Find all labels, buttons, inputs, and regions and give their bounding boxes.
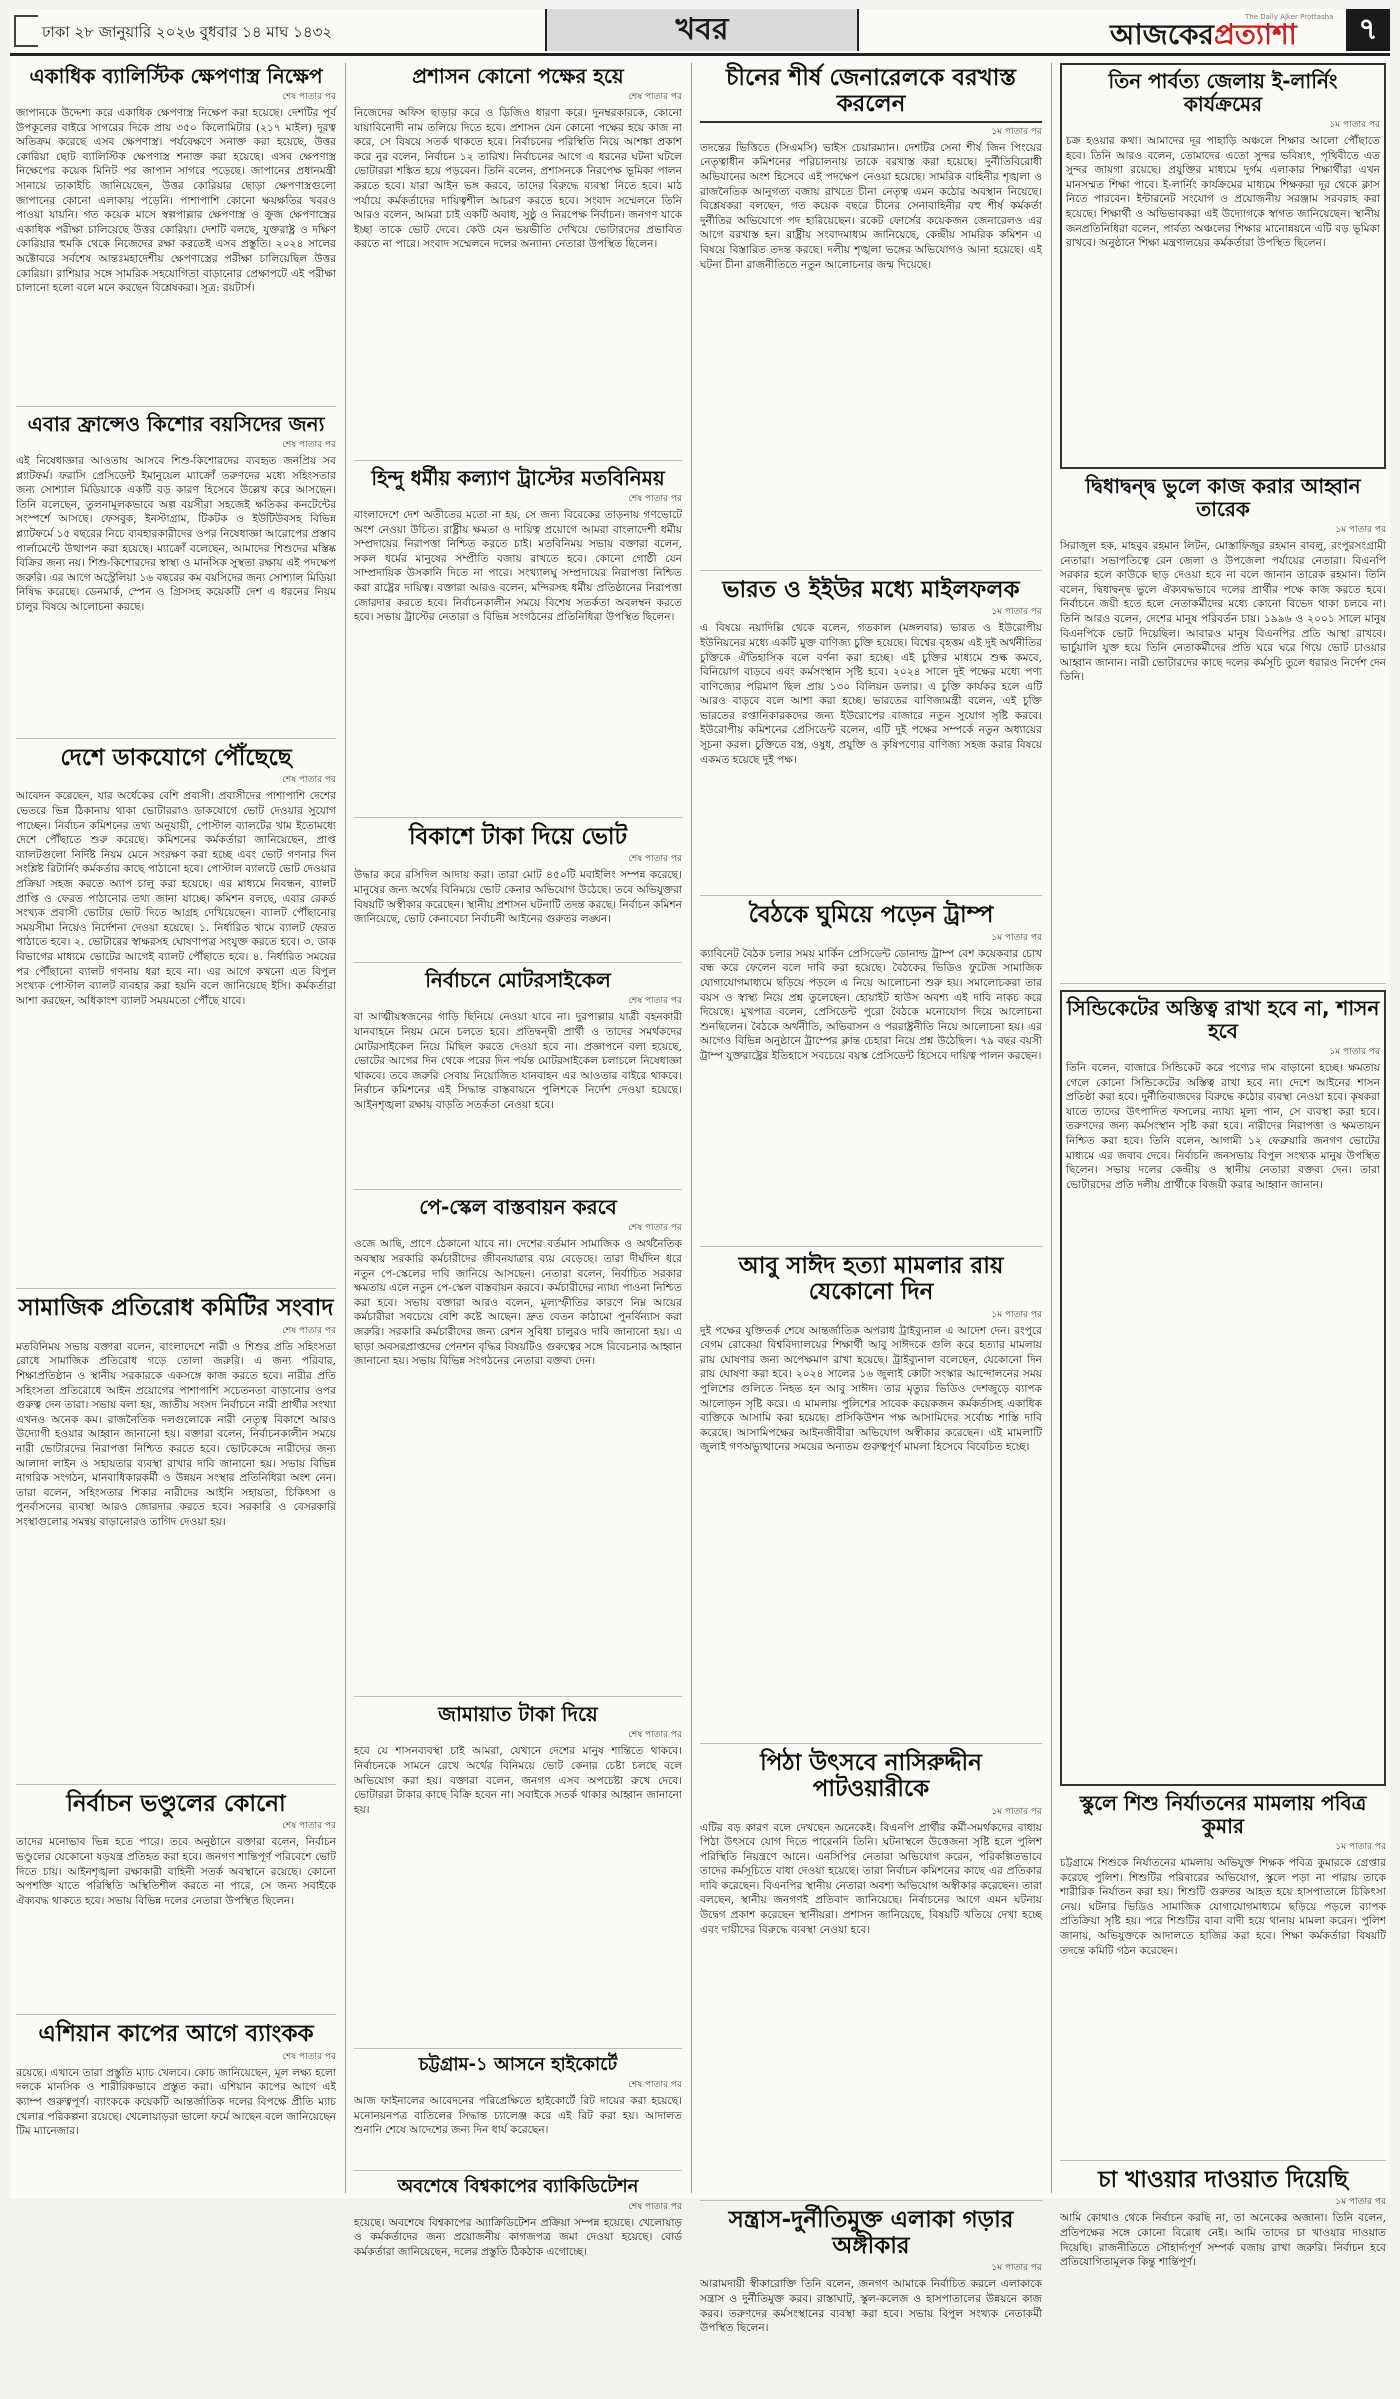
article-continued: ১ম পাতার পর <box>1066 1044 1380 1059</box>
article-body: আমি কোথাও থেকে নির্বাচন করছি না, তা অনেকের অজানা। তিনি বলেন, প্রতিপক্ষের সঙ্গে কোনো বিরোধ নেই। আমি তাদের চা খাওয়ার দাওয়াত দিয়েছি। রাজনীতিতে সৌহার্দ্যপূর্ণ সম্পর্ক বজায় রাখা জরুরি। নির্বাচন হবে প্রতিযোগিতামূলক কিন্তু শান্তিপূর্ণ। <box>1060 2211 1386 2341</box>
article-body: তাদের মনোভাব ভিন্ন হতে পারে। তবে অনুষ্ঠানে বক্তারা বলেন, নির্বাচন ভণ্ডুলের যেকোনো ষড়যন্ত্র প্রতিহত করা হবে। জনগণ শান্তিপূর্ণ পরিবেশে ভোট দিতে চায়। আইনশৃঙ্খলা রক্ষাকারী বাহিনী সতর্ক অবস্থানে রয়েছে। কোনো অপশক্তি যাতে পরিস্থিতি অস্থিতিশীল করতে না পারে, সে জন্য সবাইকে ঐক্যবদ্ধ থাকতে হবে। সভায় বিভিন্ন দলের নেতারা উপস্থিত ছিলেন। <box>16 1835 336 2010</box>
logo-tagline: The Daily Ajker Prottasha <box>1245 13 1333 21</box>
article-continued: শেষ পাতার পর <box>354 993 682 1008</box>
article <box>354 969 682 1190</box>
article <box>1060 475 1386 984</box>
article <box>16 745 336 1289</box>
article-body: হবে যে শাসনব্যবস্থা চাই আমরা, যেখানে দেশের মানুষ শান্তিতে থাকবে। নির্বাচনকে সামনে রেখে অর্থের বিনিময়ে ভোট কেনার চেষ্টা চলছে বলে অভিযোগ করা হয়। বক্তারা বলেন, জনগণ এসব অপচেষ্টা রুখে দেবে। ভোটাররা টাকার কাছে বিক্রি হবেন না। সবাইকে সতর্ক থাকার আহ্বান জানানো হয়। <box>354 1744 682 2044</box>
article-headline: স্কুলে শিশু নির্যাতনের মামলায় পবিত্র কুমার <box>1060 1792 1386 1838</box>
article-continued: ১ম পাতার পর <box>700 1307 1042 1322</box>
article-continued: ১ম পাতার পর <box>700 124 1042 139</box>
article <box>700 2207 1042 2399</box>
article-continued: ১ম পাতার পর <box>1060 522 1386 537</box>
column-rule <box>345 63 346 2193</box>
article-headline: সন্ত্রাস-দুর্নীতিমুক্ত এলাকা গড়ার অঙ্গীকার <box>700 2207 1042 2260</box>
article-body: জাপানকে উদ্দেশ্য করে একাধিক ক্ষেপণাস্ত্র নিক্ষেপ করা হয়েছে। দেশটির পূর্ব উপকূলের বাইরে সাগরের দিকে প্রায় ৩৫০ কিলোমিটার (২১৭ মাইল) দূরত্ব অতিক্রম করেছে এসব ক্ষেপণাস্ত্র। পর্যবেক্ষণে সনাক্ত করা হয়েছে, উত্তর কোরিয়া ছোট ব্যালিস্টিক ক্ষেপণাস্ত্র শনাক্ত করা হয়েছে। এসব ক্ষেপণাস্ত্র নিক্ষেপের কয়েক মিনিট পর জাপান সাগরে পড়েছে। জাপানের প্রধানমন্ত্রী সানায়ে তাকাইচি জানিয়েছেন, উত্তর কোরিয়ার ছোড়া ক্ষেপণাস্ত্রগুলো জাপানের কোনো এলাকায় পড়েনি। পাশাপাশি কোনো ক্ষয়ক্ষতির খবরও পাওয়া যায়নি। গত কয়েক মাসে স্বল্পপাল্লার ক্ষেপণাস্ত্র ও ক্রুজ ক্ষেপণাস্ত্রের একাধিক পরীক্ষা চালিয়েছে উত্তর কোরিয়া। দেশটি বলছে, যুক্তরাষ্ট্র ও দক্ষিণ কোরিয়ার হুমকি থেকে নিজেদের রক্ষা করতেই এসব প্রস্তুতি। ২০২৪ সালের অক্টোবরে সর্বশেষ আন্তঃমহাদেশীয় ক্ষেপণাস্ত্রের পরীক্ষা চালিয়েছিল উত্তর কোরিয়া। রাশিয়ার সঙ্গে সামরিক সহযোগিতা বাড়ানোর প্রেক্ষাপটে এই পরীক্ষা চালানো হলো বলে মনে করছেন বিশ্লেষকরা। সূত্র: রয়টার্স। <box>16 106 336 402</box>
article-continued: শেষ পাতার পর <box>16 1818 336 1833</box>
article <box>700 65 1042 571</box>
article <box>354 2055 682 2171</box>
article-headline: নির্বাচনে মোটরসাইকেল <box>354 969 682 992</box>
article <box>16 2021 336 2244</box>
article <box>354 65 682 461</box>
article <box>700 902 1042 1246</box>
page-number: ৭ <box>1346 9 1390 51</box>
article-continued: শেষ পাতার পর <box>16 2049 336 2064</box>
column-rule <box>1051 63 1052 2193</box>
article-continued: ১ম পাতার পর <box>1060 2194 1386 2209</box>
article-headline: প্রশাসন কোনো পক্ষের হয়ে <box>354 65 682 88</box>
article-body: সিরাজুল হক, মাহবুব রহমান লিটন, মোস্তাফিজুর রহমান বাবলু, রংপুরসংগ্রামী নেতারা। সভাপতিত্বে রেন জেলা ও উপজেলা পর্যায়ের নেতারা। বিএনপি সরকার হলে কাউকে ছাড় দেওয়া হবে না বলে জানান তারেক রহমান। তিনি বলেন, দ্বিধাদ্বন্দ্ব ভুলে ঐক্যবদ্ধভাবে দলের প্রার্থীর পক্ষে কাজ করতে হবে। নির্বাচনে জয়ী হতে হলে নেতাকর্মীদের মধ্যে কোনো বিভেদ থাকা চলবে না। তিনি আরও বলেন, দেশের মানুষ পরিবর্তন চায়। ১৯৯৬ ও ২০০১ সালে মানুষ বিএনপিকে ভোট দিয়েছিল। আবারও মানুষ বিএনপির প্রতি আস্থা রাখবে। ভার্চুয়ালি যুক্ত হয়ে তিনি নেতাকর্মীদের প্রতি ঘরে ঘরে গিয়ে ভোট চাওয়ার আহ্বান জানান। নারী ভোটারদের কাছে দলের কর্মসূচি তুলে ধরারও নির্দেশ দেন তিনি। <box>1060 539 1386 979</box>
article-continued: ১ম পাতার পর <box>700 2260 1042 2275</box>
article-continued: ১ম পাতার পর <box>700 1804 1042 1819</box>
column-4 <box>1060 63 1386 2193</box>
article-headline: পে-স্কেল বাস্তবায়ন করবে <box>354 1196 682 1219</box>
article-headline: দ্বিধাদ্বন্দ্ব ভুলে কাজ করার আহ্বান তারেক <box>1060 475 1386 521</box>
article-body: তদন্তের ভিত্তিতে (সিএমসি) ভাইস চেয়ারম্যান। দেশটির সেনা শীর্ষ জিন পিংয়ের নেতৃত্বাধীন কমিশনের পরিচালনায় তাকে বরখাস্ত করা হয়েছে। দুর্নীতিবিরোধী অভিযানের অংশ হিসেবে এই পদক্ষেপ নেওয়া হয়েছে। সামরিক বাহিনীর শৃঙ্খলা ও রাজনৈতিক আনুগত্য বজায় রাখতে চীনা নেতৃত্ব এমন কঠোর অবস্থান নিয়েছে। বিশ্লেষকরা বলছেন, গত কয়েক বছরে চীনের সেনাবাহিনীর বহু শীর্ষ কর্মকর্তা দুর্নীতির অভিযোগে পদ হারিয়েছেন। রকেট ফোর্সের কয়েকজন জেনারেলও এর আগে বরখাস্ত হন। রাষ্ট্রীয় সংবাদমাধ্যম জানিয়েছে, কেন্দ্রীয় সামরিক কমিশন এ বিষয়ে বিস্তারিত তদন্ত করছে। দলীয় শৃঙ্খলা ভঙ্গের অভিযোগও আনা হয়েছে। এই ঘটনা চীনা রাজনীতিতে নতুন আলোচনার জন্ম দিয়েছে। <box>700 141 1042 566</box>
article-continued: ১ম পাতার পর <box>1060 1839 1386 1854</box>
article <box>16 1295 336 1784</box>
dateline: ঢাকা ২৮ জানুয়ারি ২০২৬ বুধবার ১৪ মাঘ ১৪৩২ <box>42 21 332 46</box>
article-headline: দেশে ডাকযোগে পৌঁছেছে <box>16 745 336 771</box>
column-3 <box>700 63 1042 2193</box>
article-continued: শেষ পাতার পর <box>354 1727 682 1742</box>
article-body: এই নিষেধাজ্ঞার আওতায় আসবে শিশু-কিশোরদের ব্যবহৃত জনপ্রিয় সব প্ল্যাটফর্ম। ফরাসি প্রেসিডেন্ট ইমানুয়েল ম্যাক্রোঁ তরুণদের মধ্যে সহিংসতার জন্য সোশ্যাল মিডিয়াকে একটি বড় কারণ হিসেবে উল্লেখ করে আসছেন। তিনি বলেছেন, তুলনামূলকভাবে অল্প বয়সীরা সহজেই ক্ষতিকর কনটেন্টের সংস্পর্শে আসছে। ফেসবুক, ইনস্টাগ্রাম, টিকটক ও ইউটিউবসহ বিভিন্ন প্ল্যাটফর্মে ১৫ বছরের নিচে ব্যবহারকারীদের ওপর নিষেধাজ্ঞা আরোপের প্রস্তাব পার্লামেন্টে উত্থাপন করা হয়েছে। ম্যাক্রোঁ বলেছেন, আমাদের শিশুদের মস্তিষ্ক বিক্রির জন্য নয়। শিশু-কিশোরদের স্বাস্থ্য ও মানসিক সুস্থতা রক্ষায় এই পদক্ষেপ জরুরি। এর আগে অস্ট্রেলিয়া ১৬ বছরের কম বয়সিদের জন্য সোশ্যাল মিডিয়া নিষিদ্ধ করেছে। ডেনমার্ক, স্পেন ও গ্রিসসহ কয়েকটি দেশ এ ধরনের নিয়ম চালুর বিষয়ে আলোচনা করছে। <box>16 454 336 734</box>
article <box>354 1196 682 1697</box>
article-continued: শেষ পাতার পর <box>16 1323 336 1338</box>
article-body: ওজে আছি, প্রাণে ঠেকানো যাবে না। দেশের বর্তমান সামাজিক ও অর্থনৈতিক অবস্থায় সরকারি কর্মচারীদের জীবনযাত্রার ব্যয় বেড়েছে। তারা দীর্ঘদিন ধরে নতুন পে-স্কেলের দাবি জানিয়ে আসছেন। নেতারা বলেন, নির্বাচিত সরকার ক্ষমতায় এলে নতুন পে-স্কেল বাস্তবায়ন করবে। কর্মচারীদের ন্যায্য পাওনা নিশ্চিত করা হবে। সভায় বক্তারা আরও বলেন, মূল্যস্ফীতির কারণে নিম্ন আয়ের কর্মচারীরা সবচেয়ে বেশি কষ্টে আছেন। দ্রুত বেতন কাঠামো পুনর্বিন্যাস করা জরুরি। সরকারি কর্মচারীদের জন্য রেশন সুবিধা চালুরও দাবি জানানো হয়। এ ছাড়া অবসরপ্রাপ্তদের পেনশন বৃদ্ধির বিষয়টিও গুরুত্বের সঙ্গে বিবেচনার আহ্বান জানানো হয়। সভায় বিভিন্ন সংগঠনের নেতারা বক্তব্য দেন। <box>354 1237 682 1692</box>
article-headline: ভারত ও ইইউর মধ্যে মাইলফলক <box>700 577 1042 603</box>
newspaper-page <box>10 9 1390 2199</box>
article <box>1060 1792 1386 2161</box>
article-headline: চীনের শীর্ষ জেনারেলকে বরখাস্ত করলেন <box>700 65 1042 123</box>
column-2 <box>354 63 682 2193</box>
article-continued: শেষ পাতার পর <box>354 2077 682 2092</box>
article-body: আজ ফাইনালের আবেদনের পরিপ্রেক্ষিতে হাইকোর্টে রিট দায়ের করা হয়েছে। মনোনয়নপত্র বাতিলের সিদ্ধান্ত চ্যালেঞ্জ করে এই রিট করা হয়। আদালত শুনানি শেষে আদেশের জন্য দিন ধার্য করেছেন। <box>354 2094 682 2166</box>
article-body: উদ্ধার করে রসিদিল আদায় করা। তারা মোট ৪৫০টি মবাইলিং সম্পন্ন করেছে। মানুষের জন্য অর্থের বিনিময়ে ভোট কেনার অভিযোগ উঠেছে। তবে অভিযুক্তরা বিষয়টি অস্বীকার করেছেন। স্থানীয় প্রশাসন ঘটনাটি তদন্ত করছে। নির্বাচন কমিশন জানিয়েছে, ভোট কেনাবেচা নির্বাচনী আইনের গুরুতর লঙ্ঘন। <box>354 868 682 958</box>
article <box>700 1750 1042 2201</box>
article-continued: শেষ পাতার পর <box>16 772 336 787</box>
article-body: বা আত্মীয়স্বজনের গাড়ি ছিনিয়ে নেওয়া যাবে না। দুরপাল্লার যাত্রী বহনকারী যানবাহনে নিয়ম মেনে চলতে হবে। প্রতিদ্বন্দ্বী প্রার্থী ও তাদের সমর্থকদের মোটরসাইকেল নিয়ে মিছিল করতে দেওয়া হবে না। প্রজ্ঞাপনে বলা হয়েছে, ভোটের আগের দিন থেকে পরের দিন পর্যন্ত মোটরসাইকেল চলাচলে নিষেধাজ্ঞা থাকবে। তবে জরুরি সেবায় নিয়োজিত যানবাহন এর আওতার বাইরে থাকবে। নির্বাচন কমিশনের এই সিদ্ধান্ত বাস্তবায়নে পুলিশকে নির্দেশ দেওয়া হয়েছে। আইনশৃঙ্খলা রক্ষায় বাড়তি সতর্কতা নেওয়া হবে। <box>354 1010 682 1185</box>
article <box>1060 63 1386 469</box>
article-headline: জামায়াত টাকা দিয়ে <box>354 1703 682 1726</box>
article-continued: শেষ পাতার পর <box>16 437 336 452</box>
article-headline: বিকাশে টাকা দিয়ে ভোট <box>354 824 682 850</box>
article-body: বাংলাদেশে দেশ অতীতের মতো না হয়, সে জন্য বিবেকের তাড়নায় গণভোটে অংশ নেওয়া উচিত। রাষ্ট্রীয় ক্ষমতা ও দায়িত্ব প্রয়োগে আমরা বাংলাদেশী ধর্মীয় সম্প্রদায়ের নিরাপত্তা নিশ্চিত করতে চাই। মতবিনিময় সভায় বক্তারা বলেন, সকল ধর্মের মানুষের সম্প্রীতি বজায় রাখতে হবে। কোনো গোষ্ঠী যেন সাম্প্রদায়িক উসকানি দিতে না পারে। সংখ্যালঘু সম্প্রদায়ের নিরাপত্তা নিশ্চিত করা রাষ্ট্রের দায়িত্ব। বক্তারা আরও বলেন, মন্দিরসহ ধর্মীয় প্রতিষ্ঠানের নিরাপত্তা জোরদার করতে হবে। নির্বাচনকালীন সময়ে বিশেষ সতর্কতা অবলম্বন করতে হবে। সভায় ট্রাস্টের নেতারা ও বিভিন্ন সংগঠনের প্রতিনিধিরা উপস্থিত ছিলেন। <box>354 508 682 813</box>
article-headline: তিন পার্বত্য জেলায় ই-লার্নিং কার্যক্রমের <box>1066 70 1380 116</box>
article-body: রয়েছে। এখানে তারা প্রস্তুতি ম্যাচ খেলবে। কোচ জানিয়েছেন, মূল লক্ষ্য হলো দলকে মানসিক ও শারীরিকভাবে প্রস্তুত করা। এশিয়ান কাপের আগে এই ক্যাম্প গুরুত্বপূর্ণ। ব্যাংককে কয়েকটি আন্তর্জাতিক দলের বিপক্ষে প্রীতি ম্যাচ খেলার পরিকল্পনা রয়েছে। খেলোয়াড়রা ভালো ফর্মে আছেন বলে জানিয়েছেন টিম ম্যানেজার। <box>16 2066 336 2241</box>
logo-text-a: আজকের <box>1110 18 1214 51</box>
article-continued: শেষ পাতার পর <box>354 89 682 104</box>
article-body: হয়েছে। অবশেষে বিশ্বকাপের অ্যাক্রিডিটেশন প্রক্রিয়া সম্পন্ন হয়েছে। খেলোয়াড় ও কর্মকর্তাদের জন্য প্রয়োজনীয় কাগজপত্র জমা দেওয়া হয়েছে। বোর্ড কর্মকর্তারা জানিয়েছেন, দলের প্রস্তুতি ঠিকঠাক এগোচ্ছে। <box>354 2216 682 2304</box>
article-body: তিনি বলেন, বাজারে সিন্ডিকেট করে পণ্যের দাম বাড়ানো হচ্ছে। ক্ষমতায় গেলে কোনো সিন্ডিকেটের অস্তিত্ব রাখা হবে না। দেশে আইনের শাসন প্রতিষ্ঠা করা হবে। দুর্নীতিবাজদের বিরুদ্ধে কঠোর ব্যবস্থা নেওয়া হবে। কৃষকরা যাতে তাদের উৎপাদিত ফসলের ন্যায্য মূল্য পান, সে ব্যবস্থা করা হবে। তরুণদের জন্য কর্মসংস্থান সৃষ্টি করা হবে। নারীদের নিরাপত্তা ও ক্ষমতায়ন নিশ্চিত করা হবে। তিনি বলেন, আগামী ১২ ফেব্রুয়ারি জনগণ ভোটের মাধ্যমে এর জবাব দেবে। নির্বাচনি জনসভায় বিপুল সংখ্যক মানুষ উপস্থিত ছিলেন। সভায় দলের কেন্দ্রীয় ও স্থানীয় নেতারা বক্তব্য দেন। তারা ভোটারদের প্রতি দলীয় প্রার্থীকে বিজয়ী করার আহ্বান জানান। <box>1066 1061 1380 1781</box>
column-rule <box>691 63 692 2193</box>
article <box>700 577 1042 896</box>
article-headline: এশিয়ান কাপের আগে ব্যাংকক <box>16 2021 336 2047</box>
article-body: চট্টগ্রামে শিশুকে নির্যাতনের মামলায় অভিযুক্ত শিক্ষক পবিত্র কুমারকে গ্রেপ্তার করেছে পুলিশ। শিশুটির পরিবারের অভিযোগ, স্কুলে পড়া না পারায় তাকে শারীরিক নির্যাতন করা হয়। শিশুটি গুরুতর আহত হয়ে হাসপাতালে চিকিৎসা নেয়। ঘটনার ভিডিও সামাজিক যোগাযোগমাধ্যমে ছড়িয়ে পড়লে ব্যাপক প্রতিক্রিয়া সৃষ্টি হয়। পরে শিশুটির বাবা বাদী হয়ে থানায় মামলা করেন। পুলিশ জানায়, অভিযুক্তকে আদালতে হাজির করা হবে। শিক্ষা কর্মকর্তারা বিষয়টি তদন্তে কমিটি গঠন করেছেন। <box>1060 1856 1386 2156</box>
section-title: খবর <box>676 12 729 47</box>
article-continued: শেষ পাতার পর <box>354 2199 682 2214</box>
article-body: এটির বড় কারণ বলে দেখছেন অনেকেই। বিএনপি প্রার্থীর কর্মী-সমর্থকদের বাধায় পিঠা উৎসবে যোগ দিতে পারেননি তিনি। ঘটনাস্থলে উত্তেজনা সৃষ্টি হলে পুলিশ পরিস্থিতি নিয়ন্ত্রণে আনে। এনসিপির নেতারা অভিযোগ করেন, পরিকল্পিতভাবে তাদের কর্মসূচিতে বাধা দেওয়া হয়েছে। তারা নির্বাচন কমিশনের কাছে এর প্রতিকার দাবি করেছেন। বিএনপির স্থানীয় নেতারা অবশ্য অভিযোগ অস্বীকার করেছেন। তারা বলছেন, স্থানীয় জনগণই প্রতিবাদ জানিয়েছে। নির্বাচনের আগে এমন ঘটনায় উদ্বেগ প্রকাশ করেছেন স্থানীয়রা। প্রশাসন জানিয়েছে, বিষয়টি খতিয়ে দেখা হচ্ছে এবং দায়ীদের বিরুদ্ধে ব্যবস্থা নেওয়া হবে। <box>700 1821 1042 2196</box>
article <box>16 65 336 407</box>
article <box>700 1253 1042 1744</box>
article-continued: ১ম পাতার পর <box>1066 117 1380 132</box>
article-body: আরামদায়ী স্বীকারোক্তি তিনি বলেন, জনগণ আমাকে নির্বাচিত করলে এলাকাকে সন্ত্রাস ও দুর্নীতিমুক্ত করব। রাস্তাঘাট, স্কুল-কলেজ ও হাসপাতালের উন্নয়নে কাজ করব। তরুণদের কর্মসংস্থানের ব্যবস্থা করা হবে। সভায় বিপুল সংখ্যক নেতাকর্মী উপস্থিত ছিলেন। <box>700 2277 1042 2395</box>
column-1 <box>16 63 336 2193</box>
article <box>16 1791 336 2015</box>
article-continued: ১ম পাতার পর <box>700 604 1042 619</box>
article-body: আবেদন করেছেন, যার অর্ধেকের বেশি প্রবাসী। প্রবাসীদের পাশাপাশি দেশের ভেতরে ভিন্ন ঠিকানায় থাকা ভোটাররাও ডাকযোগে ভোট দেওয়ার সুযোগ পাচ্ছেন। নির্বাচন কমিশনের তথ্য অনুযায়ী, পোস্টাল ব্যালটের খাম ইতোমধ্যে দেশে পৌঁছাতে শুরু করেছে। কমিশনের কর্মকর্তারা জানিয়েছেন, প্রাপ্ত ব্যালটগুলো নির্দিষ্ট নিয়ম মেনে সংরক্ষণ করা হচ্ছে এবং ভোট গণনার দিন সংশ্লিষ্ট রিটার্নিং কর্মকর্তার কাছে পাঠানো হবে। পোস্টাল ব্যালটে ভোট দেওয়ার প্রক্রিয়া সহজ করতে অ্যাপ চালু করা হয়েছে। এর মাধ্যমে নিবন্ধন, ব্যালট প্রাপ্তি ও ফেরত পাঠানোর তথ্য জানা যাচ্ছে। কমিশন বলছে, এবার রেকর্ড সংখ্যক প্রবাসী ভোটার ভোট দিতে আগ্রহ দেখিয়েছেন। ব্যালট পৌঁছানোর সময়সীমা নিয়েও নির্দেশনা দেওয়া হয়েছে। ১. নির্ধারিত খামে ব্যালট ফেরত পাঠাতে হবে। ২. ভোটারের স্বাক্ষরসহ ঘোষণাপত্র সংযুক্ত করতে হবে। ৩. ডাক বিভাগের মাধ্যমে ভোটের আগেই ব্যালট পৌঁছাতে হবে। ৪. নির্ধারিত সময়ের পর পৌঁছানো ব্যালট গণনায় ধরা হবে না। এর আগে কখনো এত বিপুল সংখ্যক পোস্টাল ব্যালট ব্যবহার করা হয়নি বলে জানিয়েছে ইসি। কর্মকর্তারা আশা করছেন, অধিকাংশ ব্যালট সময়মতো পৌঁছে যাবে। <box>16 789 336 1284</box>
article-headline: অবশেষে বিশ্বকাপের ব্যাকিডিটেশন <box>354 2177 682 2198</box>
logo-text-b: প্রত্যাশা <box>1214 18 1297 51</box>
article-body: মতবিনিময় সভায় বক্তারা বলেন, বাংলাদেশে নারী ও শিশুর প্রতি সহিংসতা রোধে সামাজিক প্রতিরোধ গড়ে তোলা জরুরি। এ জন্য পরিবার, শিক্ষাপ্রতিষ্ঠান ও স্থানীয় সরকারকে একসঙ্গে কাজ করতে হবে। নারীর প্রতি সহিংসতা প্রতিরোধে আইন প্রয়োগের পাশাপাশি সচেতনতা বাড়ানোর ওপর গুরুত্ব দেন তারা। সভায় বলা হয়, জাতীয় সংসদ নির্বাচনে নারী প্রার্থীর সংখ্যা এখনও অনেক কম। রাজনৈতিক দলগুলোকে নারী নেতৃত্ব বিকাশে আরও উদ্যোগী হওয়ার আহ্বান জানানো হয়। বক্তারা বলেন, নির্বাচনকালীন সময়ে নারী ভোটারদের নিরাপত্তা নিশ্চিত করতে হবে। ভোটকেন্দ্রে নারীদের জন্য আলাদা লাইন ও সহায়তার ব্যবস্থা রাখার দাবি জানানো হয়। সভায় বিভিন্ন নাগরিক সংগঠন, মানবাধিকারকর্মী ও উন্নয়ন সংস্থার প্রতিনিধিরা অংশ নেন। তারা বলেন, সহিংসতার শিকার নারীদের আইনি সহায়তা, চিকিৎসা ও পুনর্বাসনের ব্যবস্থা আরও জোরদার করতে হবে। সরকারি ও বেসরকারি সংস্থাগুলোর সমন্বয় বাড়ানোরও তাগিদ দেওয়া হয়। <box>16 1340 336 1780</box>
article-continued: শেষ পাতার পর <box>354 491 682 506</box>
article-headline: পিঠা উৎসবে নাসিরুদ্দীন পাটওয়ারীকে <box>700 1750 1042 1803</box>
article-body: নিজেদের অফিস ছাড়ার করে ও ডিজিও ধারণা করে। দুনম্বরকারকে, কোনো যায়াবিনোদী নাম তলিয়ে দিতে হবে। প্রশাসন যেন কোনো পক্ষের হয়ে কাজ না করে, সে বিষয়ে সতর্ক থাকতে হবে। নির্বাচনের পরিস্থিতি নিয়ে আশঙ্কা প্রকাশ করে নুর বলেন, নির্বাচন ১২ তারিখ। নির্বাচনের আগে এ ধরনের ঘটনা ঘটলে ভোটাররা শঙ্কিত হয়ে পড়বেন। তিনি বলেন, প্রশাসনকে নিরপেক্ষ ভূমিকা পালন করতে হবে। যারা আইন ভঙ্গ করবে, তাদের বিরুদ্ধে ব্যবস্থা নিতে হবে। মাঠ পর্যায়ে কর্মকর্তাদের দায়িত্বশীল আচরণ করতে হবে। সংবাদ সম্মেলনে তিনি আরও বলেন, আমরা চাই একটি অবাধ, সুষ্ঠু ও নিরপেক্ষ নির্বাচন। জনগণ যাকে ইচ্ছা তাকে ভোট দেবে। কেউ যেন ভয়ভীতি দেখিয়ে ভোটারদের প্রভাবিত করতে না পারে। সংবাদ সম্মেলনে দলের অন্যান্য নেতারা উপস্থিত ছিলেন। <box>354 106 682 456</box>
article-headline: সামাজিক প্রতিরোধ কমিটির সংবাদ <box>16 1295 336 1321</box>
article-headline: চট্টগ্রাম-১ আসনে হাইকোর্টে <box>354 2055 682 2076</box>
article-headline: নির্বাচন ভণ্ডুলের কোনো <box>16 1791 336 1817</box>
article-body: ক্যাবিনেট বৈঠক চলার সময় মার্কিন প্রেসিডেন্ট ডোনাল্ড ট্রাম্প বেশ কয়েকবার চোখ বন্ধ করে ফেলেন বলে দাবি করা হয়েছে। বৈঠকের ভিডিও ফুটেজ সামাজিক যোগাযোগমাধ্যমে ছড়িয়ে পড়লে এ নিয়ে আলোচনা শুরু হয়। সমালোচকরা তার বয়স ও স্বাস্থ্য নিয়ে প্রশ্ন তুলেছেন। হোয়াইট হাউস অবশ্য এই দাবি নাকচ করে দিয়েছে। মুখপাত্র বলেন, প্রেসিডেন্ট পুরো বৈঠকে মনোযোগ দিয়ে আলোচনা শুনছিলেন। বৈঠকে অর্থনীতি, অভিবাসন ও পররাষ্ট্রনীতি নিয়ে আলোচনা হয়। এর আগেও বিভিন্ন অনুষ্ঠানে ট্রাম্পের ক্লান্ত চেহারা নিয়ে প্রশ্ন উঠেছিল। ৭৯ বছর বয়সী ট্রাম্প যুক্তরাষ্ট্রের ইতিহাসে সবচেয়ে বয়স্ক প্রেসিডেন্ট হিসেবে দায়িত্ব পালন করছেন। <box>700 947 1042 1242</box>
section-box <box>545 9 859 51</box>
article-headline: হিন্দু ধর্মীয় কল্যাণ ট্রাস্টের মতবিনিময় <box>354 467 682 490</box>
article <box>1060 990 1386 1786</box>
article-body: দুই পক্ষের যুক্তিতর্ক শেষে আন্তর্জাতিক অপরাধ ট্রাইব্যুনাল এ আদেশ দেন। রংপুরে বেগম রোকেয়া বিশ্ববিদ্যালয়ের শিক্ষার্থী আবু সাঈদকে গুলি করে হত্যার মামলায় রায় ঘোষণার জন্য অপেক্ষমাণ রাখা হয়েছে। ট্রাইব্যুনাল বলেছেন, যেকোনো দিন রায় ঘোষণা করা হবে। ২০২৪ সালের ১৬ জুলাই কোটা সংস্কার আন্দোলনের সময় পুলিশের গুলিতে নিহত হন আবু সাঈদ। তার মৃত্যুর ভিডিও দেশজুড়ে ব্যাপক আলোড়ন সৃষ্টি করে। এ মামলায় পুলিশের সাবেক কয়েকজন কর্মকর্তাসহ একাধিক ব্যক্তিকে আসামি করা হয়েছে। প্রসিকিউশন পক্ষ আসামিদের সর্বোচ্চ শাস্তি দাবি করেছে। আসামিপক্ষের আইনজীবীরা অভিযোগ অস্বীকার করেছেন। এই মামলাটি জুলাই গণঅভ্যুত্থানের সময়ের অন্যতম গুরুত্বপূর্ণ মামলা হিসেবে বিবেচিত হচ্ছে। <box>700 1324 1042 1739</box>
article-headline: বৈঠকে ঘুমিয়ে পড়েন ট্রাম্প <box>700 902 1042 928</box>
article <box>354 1703 682 2049</box>
page-corner-mark <box>14 15 38 47</box>
article-continued: শেষ পাতার পর <box>354 851 682 866</box>
article-headline: সিন্ডিকেটের অস্তিত্ব রাখা হবে না, শাসন হবে <box>1066 997 1380 1043</box>
article-headline: চা খাওয়ার দাওয়াত দিয়েছি <box>1060 2167 1386 2193</box>
article <box>354 824 682 963</box>
article-body: চক্র হওয়ার কথা। আমাদের দূর পাহাড়ি অঞ্চলে শিক্ষার আলো পৌঁছাতে হবে। তিনি আরও বলেন, তোমাদের এতো সুন্দর ভবিষ্যৎ, পৃথিবীতে এত সুন্দর জায়গা রয়েছে। প্রযুক্তির মাধ্যমে দুর্গম এলাকার শিক্ষার্থীরা এখন মানসম্মত শিক্ষা পাবে। ই-লার্নিং কার্যক্রমের মাধ্যমে শিক্ষকরা দূর থেকে ক্লাস নিতে পারবেন। ইন্টারনেট সংযোগ ও প্রয়োজনীয় সরঞ্জাম সরবরাহ করা হয়েছে। শিক্ষার্থী ও অভিভাবকরা এই উদ্যোগকে স্বাগত জানিয়েছেন। স্থানীয় জনপ্রতিনিধিরা বলেন, পার্বত্য অঞ্চলের শিক্ষার মানোন্নয়নে এটি বড় ভূমিকা রাখবে। অনুষ্ঠানে শিক্ষা মন্ত্রণালয়ের কর্মকর্তারা উপস্থিত ছিলেন। <box>1066 134 1380 464</box>
article-continued: শেষ পাতার পর <box>16 89 336 104</box>
article <box>354 467 682 818</box>
article-headline: একাধিক ব্যালিস্টিক ক্ষেপণাস্ত্র নিক্ষেপ <box>16 65 336 88</box>
article <box>16 413 336 739</box>
article <box>354 2177 682 2308</box>
article <box>1060 2167 1386 2345</box>
article-headline: এবার ফ্রান্সেও কিশোর বয়সিদের জন্য <box>16 413 336 436</box>
article-body: এ বিষয়ে নয়াদিল্লি থেকে বলেন, গতকাল (মঙ্গলবার) ভারত ও ইউরোপীয় ইউনিয়নের মধ্যে একটি মুক্ত বাণিজ্য চুক্তি হয়েছে। বিশ্বের বৃহত্তম এই দুই অর্থনীতির চুক্তিকে ঐতিহাসিক বলে বর্ণনা করা হচ্ছে। এই চুক্তির মাধ্যমে শুল্ক কমবে, বিনিয়োগ বাড়বে এবং কর্মসংস্থান সৃষ্টি হবে। ২০২৪ সালে দুই পক্ষের মধ্যে পণ্য বাণিজ্যের পরিমাণ ছিল প্রায় ১৩০ বিলিয়ন ডলার। এ চুক্তি কার্যকর হলে এটি আরও বাড়বে বলে আশা করা হচ্ছে। ভারতের বাণিজ্যমন্ত্রী বলেন, এই চুক্তি ভারতের রপ্তানিকারকদের জন্য ইউরোপের বাজারে নতুন সুযোগ সৃষ্টি করবে। ইউরোপীয় কমিশনের প্রেসিডেন্ট বলেন, এটি দুই পক্ষের সম্পর্কে নতুন অধ্যায়ের সূচনা করল। চুক্তিতে বস্ত্র, ওষুধ, প্রযুক্তি ও কৃষিপণ্যের বাণিজ্য সহজ করার বিষয়ে একমত হয়েছে দুই পক্ষ। <box>700 621 1042 891</box>
masthead <box>10 9 1390 56</box>
article-continued: ১ম পাতার পর <box>700 930 1042 945</box>
article-continued: শেষ পাতার পর <box>354 1220 682 1235</box>
article-headline: আবু সাঈদ হত্যা মামলার রায় যেকোনো দিন <box>700 1253 1042 1306</box>
